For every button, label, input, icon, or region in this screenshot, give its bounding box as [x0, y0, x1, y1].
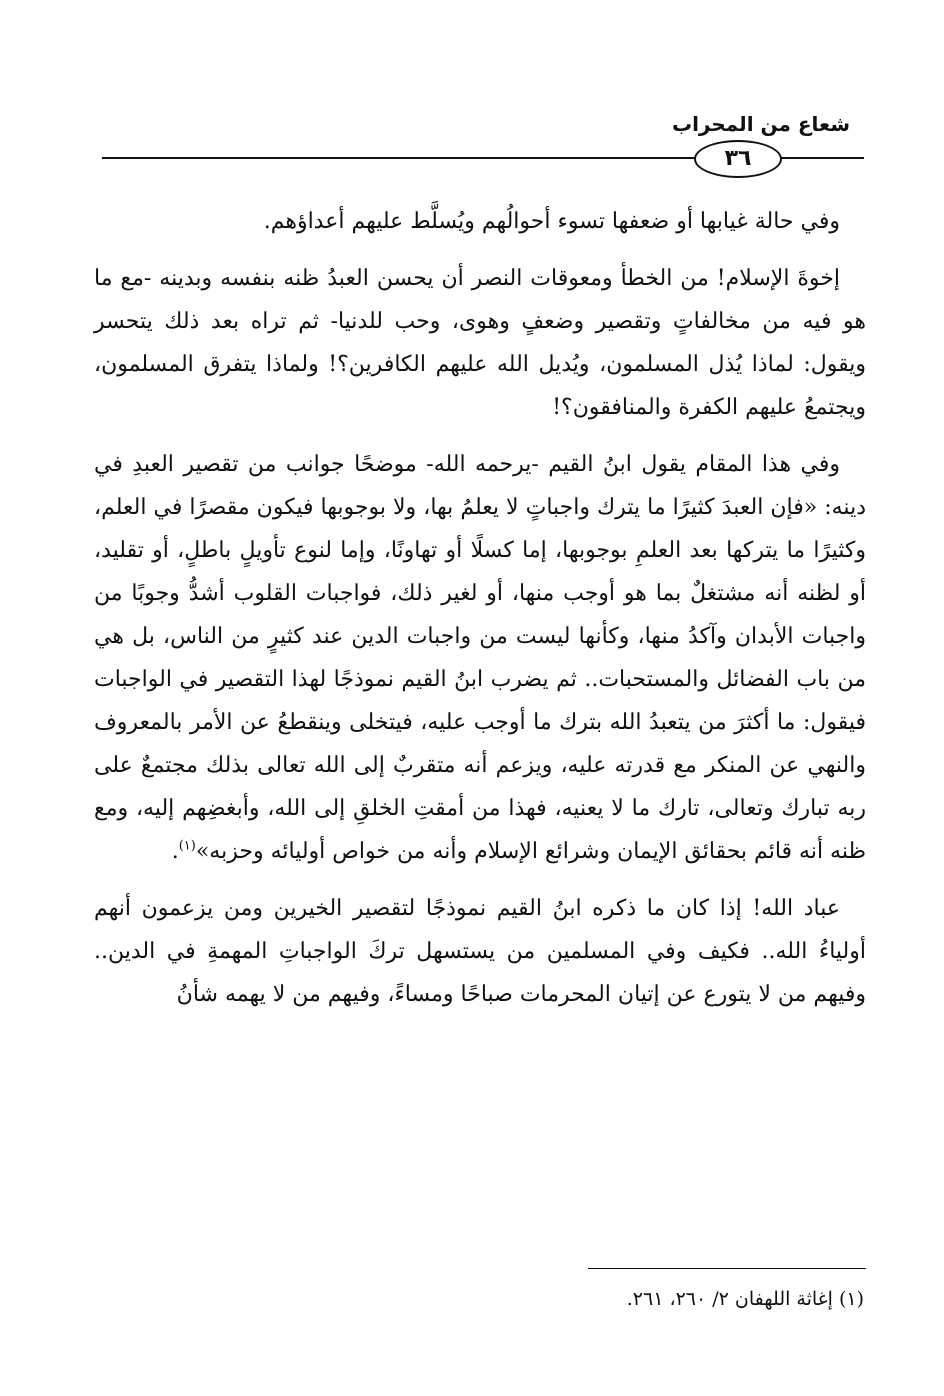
- paragraph-1: وفي حالة غيابها أو ضعفها تسوء أحوالُهم ويُسلَّط عليهم أعداؤهم.: [263, 209, 840, 234]
- footnote: (١) إغاثة اللهفان ٢/ ٢٦٠، ٢٦١.: [626, 1288, 864, 1310]
- page-number: ٣٦: [694, 140, 782, 178]
- paragraph-3: [94, 443, 866, 873]
- running-title: شعاع من المحراب: [671, 112, 850, 136]
- body-text: [94, 200, 866, 1030]
- footnote-reference[interactable]: (١): [178, 838, 196, 854]
- paragraph-2: إخوةَ الإسلام! من الخطأ ومعوقات النصر أن يحسن العبدُ ظنه بنفسه وبدينه -مع ما هو فيه من مخالفاتٍ وتقصير وضعفٍ وهوى، وحب للدنيا- ثم تراه بعد ذلك يتحسر ويقول: لماذا يُذل المسلمون، ويُديل الله عليهم الكافرين؟! ولماذا يتفرق المسلمون، ويجتمعُ عليهم الكفرة والمنافقون؟!: [94, 266, 866, 420]
- paragraph-4: عباد الله! إذا كان ما ذكره ابنُ القيم نموذجًا لتقصير الخيرين ومن يزعمون أنهم أولياءُ الله.. فكيف وفي المسلمين من يستسهل تركَ الواجباتِ المهمةِ في الدين.. وفيهم من لا يتورع عن إتيان المحرمات صباحًا ومساءً، وفيهم من لا يهمه شأنُ: [94, 896, 866, 1007]
- quote-end-period: .: [171, 839, 179, 864]
- paragraph-3-text: وفي هذا المقام يقول ابنُ القيم -يرحمه الله- موضحًا جوانب من تقصير العبدِ في دينه: «فإن العبدَ كثيرًا ما يترك واجباتٍ لا يعلمُ بها، ولا بوجوبها فيكون مقصرًا في العلم، وكثيرًا ما يتركها بعد العلمِ بوجوبها، إما كسلًا أو تهاونًا، وإما لنوع تأويلٍ باطلٍ، أو تقليد، أو لظنه أنه مشتغلٌ بما هو أوجب منها، أو لغير ذلك، فواجبات القلوب أشدُّ وجوبًا من واجبات الأبدان وآكدُ منها، وكأنها ليست من واجبات الدين عند كثيرٍ من الناس، بل هي من باب الفضائل والمستحبات.. ثم يضرب ابنُ القيم نموذجًا لهذا التقصير في الواجبات فيقول: ما أكثرَ من يتعبدُ الله بترك ما أوجب عليه، فيتخلى وينقطعُ عن الأمر بالمعروف والنهي عن المنكر مع قدرته عليه، ويزعم أنه متقربٌ إلى الله تعالى بذلك مجتمعٌ على ربه تبارك وتعالى، تارك ما لا يعنيه، فهذا من أمقتِ الخلقِ إلى الله، وأبغضِهم إليه، ومع ظنه أنه قائم بحقائق الإيمان وشرائع الإسلام وأنه من خواص أوليائه وحزبه»: [94, 452, 866, 864]
- footnote-rule: [588, 1268, 866, 1269]
